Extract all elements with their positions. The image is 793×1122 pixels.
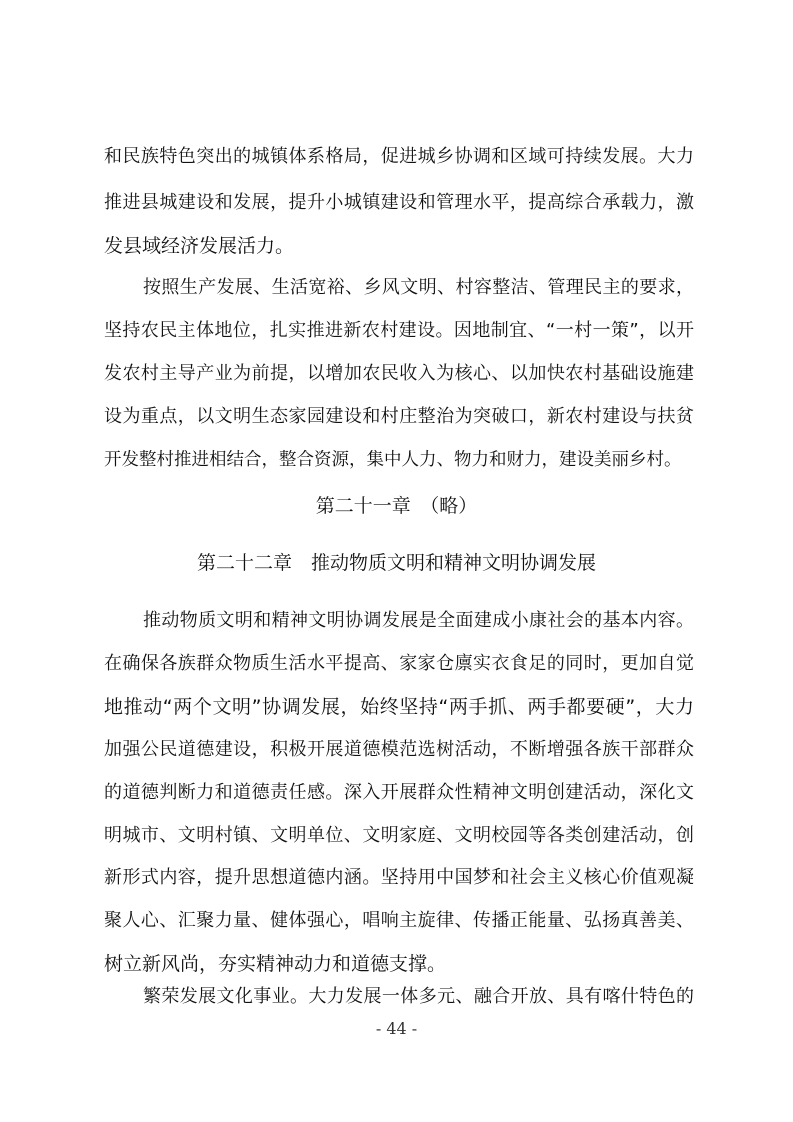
paragraph-line: 设为重点，以文明生态家园建设和村庄整治为突破口，新农村建设与扶贫 — [104, 406, 694, 427]
paragraph-line: 新形式内容，提升思想道德内涵。坚持用中国梦和社会主义核心价值观凝 — [104, 867, 694, 888]
paragraph-line: 地推动“两个文明”协调发展，始终坚持“两手抓、两手都要硬”，大力 — [104, 696, 694, 718]
paragraph-line: 推动物质文明和精神文明协调发展是全面建成小康社会的基本内容。 — [143, 610, 694, 631]
paragraph-line: 开发整村推进相结合，整合资源，集中人力、物力和财力，建设美丽乡村。 — [104, 450, 682, 470]
paragraph-line: 按照生产发展、生活宽裕、乡风文明、村容整洁、管理民主的要求， — [143, 277, 694, 298]
paragraph-line: 发县域经济发展活力。 — [104, 235, 295, 257]
paragraph-line: 聚人心、汇聚力量、健体强心，唱响主旋律、传播正能量、弘扬真善美、 — [104, 910, 694, 931]
paragraph-line: 的道德判断力和道德责任感。深入开展群众性精神文明创建活动，深化文 — [104, 782, 694, 803]
paragraph-line: 坚持农民主体地位，扎实推进新农村建设。因地制宜、“一村一策”，以开 — [104, 320, 694, 341]
paragraph-line: 繁荣发展文化事业。大力发展一体多元、融合开放、具有喀什特色的 — [143, 986, 694, 1007]
paragraph-line: 和民族特色突出的城镇体系格局，促进城乡协调和区域可持续发展。大力 — [104, 146, 694, 167]
paragraph-line: 推进县城建设和发展，提升小城镇建设和管理水平，提高综合承载力，激 — [104, 192, 694, 213]
chapter-heading: 第二十一章 （略） — [315, 495, 478, 517]
paragraph-line: 在确保各族群众物质生活水平提高、家家仓廪实衣食足的同时，更加自觉 — [104, 653, 694, 674]
paragraph-line: 加强公民道德建设，积极开展道德模范选树活动，不断增强各族干部群众 — [104, 739, 694, 760]
chapter-heading: 第二十二章 推动物质文明和精神文明协调发展 — [196, 552, 596, 574]
paragraph-line: 明城市、文明村镇、文明单位、文明家庭、文明校园等各类创建活动，创 — [104, 825, 694, 846]
page-number: - 44 - — [375, 1019, 418, 1038]
paragraph-line: 树立新风尚，夯实精神动力和道德支撑。 — [104, 953, 447, 975]
paragraph-line: 发农村主导产业为前提，以增加农民收入为核心、以加快农村基础设施建 — [104, 363, 694, 384]
